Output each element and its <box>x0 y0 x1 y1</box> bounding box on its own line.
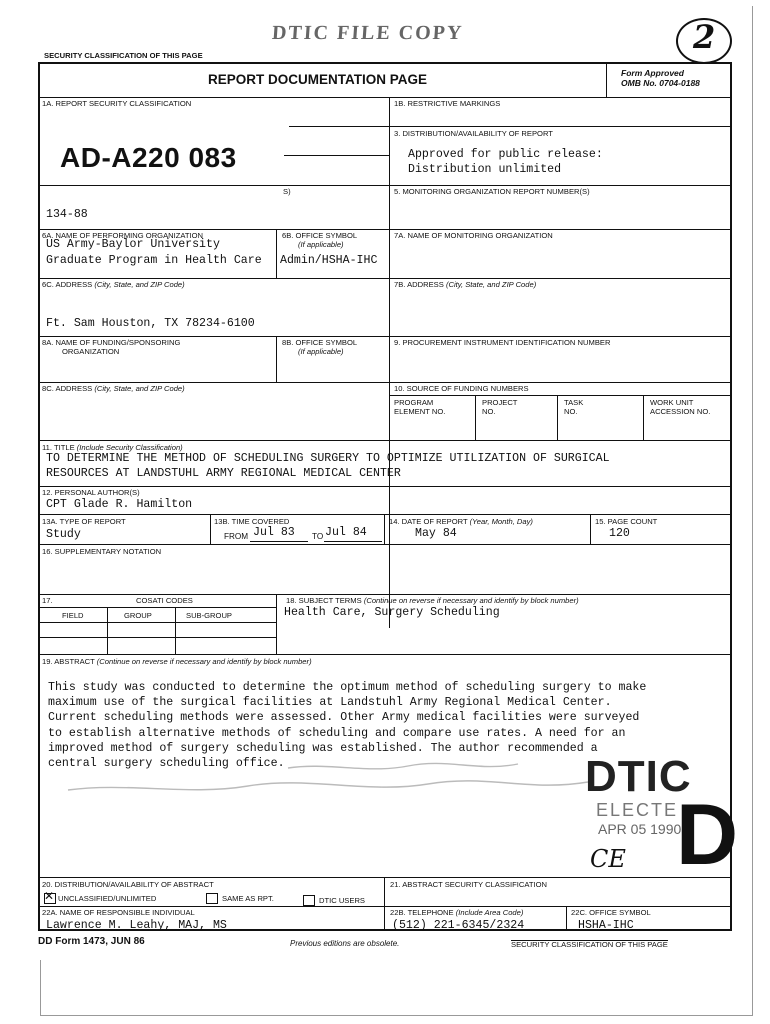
security-classification-bottom: SECURITY CLASSIFICATION OF THIS PAGE <box>511 940 668 949</box>
date-of-report: May 84 <box>415 527 457 540</box>
field-22a-label: 22A. NAME OF RESPONSIBLE INDIVIDUAL <box>42 908 195 917</box>
cosati-field: FIELD <box>62 611 84 620</box>
field-20-label: 20. DISTRIBUTION/AVAILABILITY OF ABSTRACT <box>42 880 214 889</box>
report-number: 134-88 <box>46 208 88 221</box>
field-4-tail: S) <box>283 187 291 196</box>
performing-org-2: Graduate Program in Health Care <box>46 254 262 267</box>
work-unit-label: WORK UNIT ACCESSION NO. <box>650 398 711 416</box>
field-7b-label: 7B. ADDRESS (City, State, and ZIP Code) <box>394 280 537 289</box>
telephone: (512) 221-6345/2324 <box>392 919 525 932</box>
responsible-individual: Lawrence M. Leahy, MAJ, MS <box>46 919 227 932</box>
field-21-label: 21. ABSTRACT SECURITY CLASSIFICATION <box>390 880 547 889</box>
program-element-label: PROGRAM ELEMENT NO. <box>394 398 446 416</box>
abstract-line: maximum use of the surgical facilities at Landstuhl Army Regional Medical Center. <box>48 696 612 710</box>
dtic-file-copy-stamp: DTIC FILE COPY <box>271 22 465 44</box>
dtic-users-label: DTIC USERS <box>319 896 365 905</box>
cosati-subgroup: SUB-GROUP <box>186 611 232 620</box>
project-no-label: PROJECT NO. <box>482 398 518 416</box>
personal-author: CPT Glade R. Hamilton <box>46 498 193 511</box>
abstract-line: to establish alternative methods of scheduling and compare use rates. A need for an <box>48 726 626 740</box>
field-16-label: 16. SUPPLEMENTARY NOTATION <box>42 547 162 556</box>
security-classification-top: SECURITY CLASSIFICATION OF THIS PAGE <box>44 51 203 60</box>
field-8a-label: 8A. NAME OF FUNDING/SPONSORING <box>42 338 181 347</box>
elected-stamp: ELECTE <box>596 800 679 820</box>
task-no-label: TASK NO. <box>564 398 584 416</box>
field-1a-label: 1A. REPORT SECURITY CLASSIFICATION <box>42 99 192 108</box>
stamp-date: APR 05 1990 <box>598 821 682 837</box>
abstract-line: Current scheduling methods were assessed. Other Army medical facilities were surveyed <box>48 711 640 725</box>
page-count: 120 <box>609 527 630 540</box>
form-id: DD Form 1473, JUN 86 <box>38 936 145 947</box>
field-7a-label: 7A. NAME OF MONITORING ORGANIZATION <box>394 231 553 240</box>
same-as-rpt-label: SAME AS RPT. <box>222 894 274 903</box>
dtic-users-checkbox[interactable] <box>303 895 315 906</box>
field-8b-hint: (If applicable) <box>298 347 344 356</box>
from-label: FROM <box>224 532 249 541</box>
office-symbol-22c: HSHA-IHC <box>578 919 634 932</box>
subject-terms: Health Care, Surgery Scheduling <box>284 606 500 619</box>
field-22c-label: 22C. OFFICE SYMBOL <box>571 908 651 917</box>
field-8c-label: 8C. ADDRESS (City, State, and ZIP Code) <box>42 384 185 393</box>
field-9-label: 9. PROCUREMENT INSTRUMENT IDENTIFICATION NUMBER <box>394 338 611 347</box>
form-approved: Form Approved OMB No. 0704-0188 <box>621 68 700 88</box>
office-symbol-6b: Admin/HSHA-IHC <box>280 254 378 267</box>
field-8a-label-2: ORGANIZATION <box>62 347 120 356</box>
abstract-line: This study was conducted to determine the optimum method of scheduling surgery to make <box>48 681 647 694</box>
field-6b-hint: (If applicable) <box>298 240 344 249</box>
field-12-label: 12. PERSONAL AUTHOR(S) <box>42 488 140 497</box>
page-title: REPORT DOCUMENTATION PAGE <box>208 72 427 87</box>
time-to: Jul 84 <box>325 526 367 539</box>
type-of-report: Study <box>46 528 81 541</box>
abstract-line: central surgery scheduling office. <box>48 757 285 771</box>
stamp-letter-d: D <box>676 787 739 883</box>
ad-number: AD-A220 083 <box>60 142 237 173</box>
field-6b-label: 6B. OFFICE SYMBOL <box>282 231 358 240</box>
field-22b-label: 22B. TELEPHONE (Include Area Code) <box>390 908 524 917</box>
handwritten-scribble <box>48 760 608 805</box>
report-title-line-2: RESOURCES AT LANDSTUHL ARMY REGIONAL MEDICAL CENTER <box>46 467 401 480</box>
performing-org-1: US Army-Baylor University <box>46 238 220 251</box>
field-13a-label: 13A. TYPE OF REPORT <box>42 517 126 526</box>
field-19-label: 19. ABSTRACT (Continue on reverse if necessary and identify by block number) <box>42 657 312 666</box>
cosati-group: GROUP <box>124 611 152 620</box>
stamp-initials: CE <box>590 845 626 873</box>
distribution-value-1: Approved for public release: <box>408 148 603 161</box>
field-3-label: 3. DISTRIBUTION/AVAILABILITY OF REPORT <box>394 129 553 138</box>
cosati-codes: COSATI CODES <box>136 596 193 605</box>
distribution-value-2: Distribution unlimited <box>408 163 562 176</box>
same-as-rpt-checkbox[interactable] <box>206 893 218 904</box>
field-15-label: 15. PAGE COUNT <box>595 517 658 526</box>
previous-editions: Previous editions are obsolete. <box>290 939 400 948</box>
field-10-label: 10. SOURCE OF FUNDING NUMBERS <box>394 384 529 393</box>
field-6a-label: 6A. NAME OF PERFORMING ORGANIZATION <box>42 231 204 240</box>
field-17-label: 17. <box>42 596 53 605</box>
report-title-line-1: TO DETERMINE THE METHOD OF SCHEDULING SURGERY TO OPTIMIZE UTILIZATION OF SURGICAL <box>46 452 610 465</box>
field-18-label: 18. SUBJECT TERMS (Continue on reverse if necessary and identify by block number) <box>286 596 579 605</box>
field-5-label: 5. MONITORING ORGANIZATION REPORT NUMBER(S) <box>394 187 590 196</box>
unclassified-label: UNCLASSIFIED/UNLIMITED <box>58 894 157 903</box>
to-label: TO <box>312 532 324 541</box>
time-from: Jul 83 <box>253 526 295 539</box>
field-1b-label: 1B. RESTRICTIVE MARKINGS <box>394 99 501 108</box>
dtic-stamp: DTIC <box>585 752 692 801</box>
field-14-label: 14. DATE OF REPORT (Year, Month, Day) <box>389 517 533 526</box>
checkbox-mark: ✕ <box>44 889 55 903</box>
abstract-line: improved method of surgery scheduling was established. The author recommended a <box>48 741 598 755</box>
copy-number: 2 <box>693 18 716 56</box>
field-6c-label: 6C. ADDRESS (City, State, and ZIP Code) <box>42 280 185 289</box>
performing-address: Ft. Sam Houston, TX 78234-6100 <box>46 317 255 330</box>
field-8b-label: 8B. OFFICE SYMBOL <box>282 338 358 347</box>
abstract-text <box>48 680 646 771</box>
field-13b-label: 13B. TIME COVERED <box>214 517 290 526</box>
field-11-label: 11. TITLE (Include Security Classification) <box>42 443 183 452</box>
